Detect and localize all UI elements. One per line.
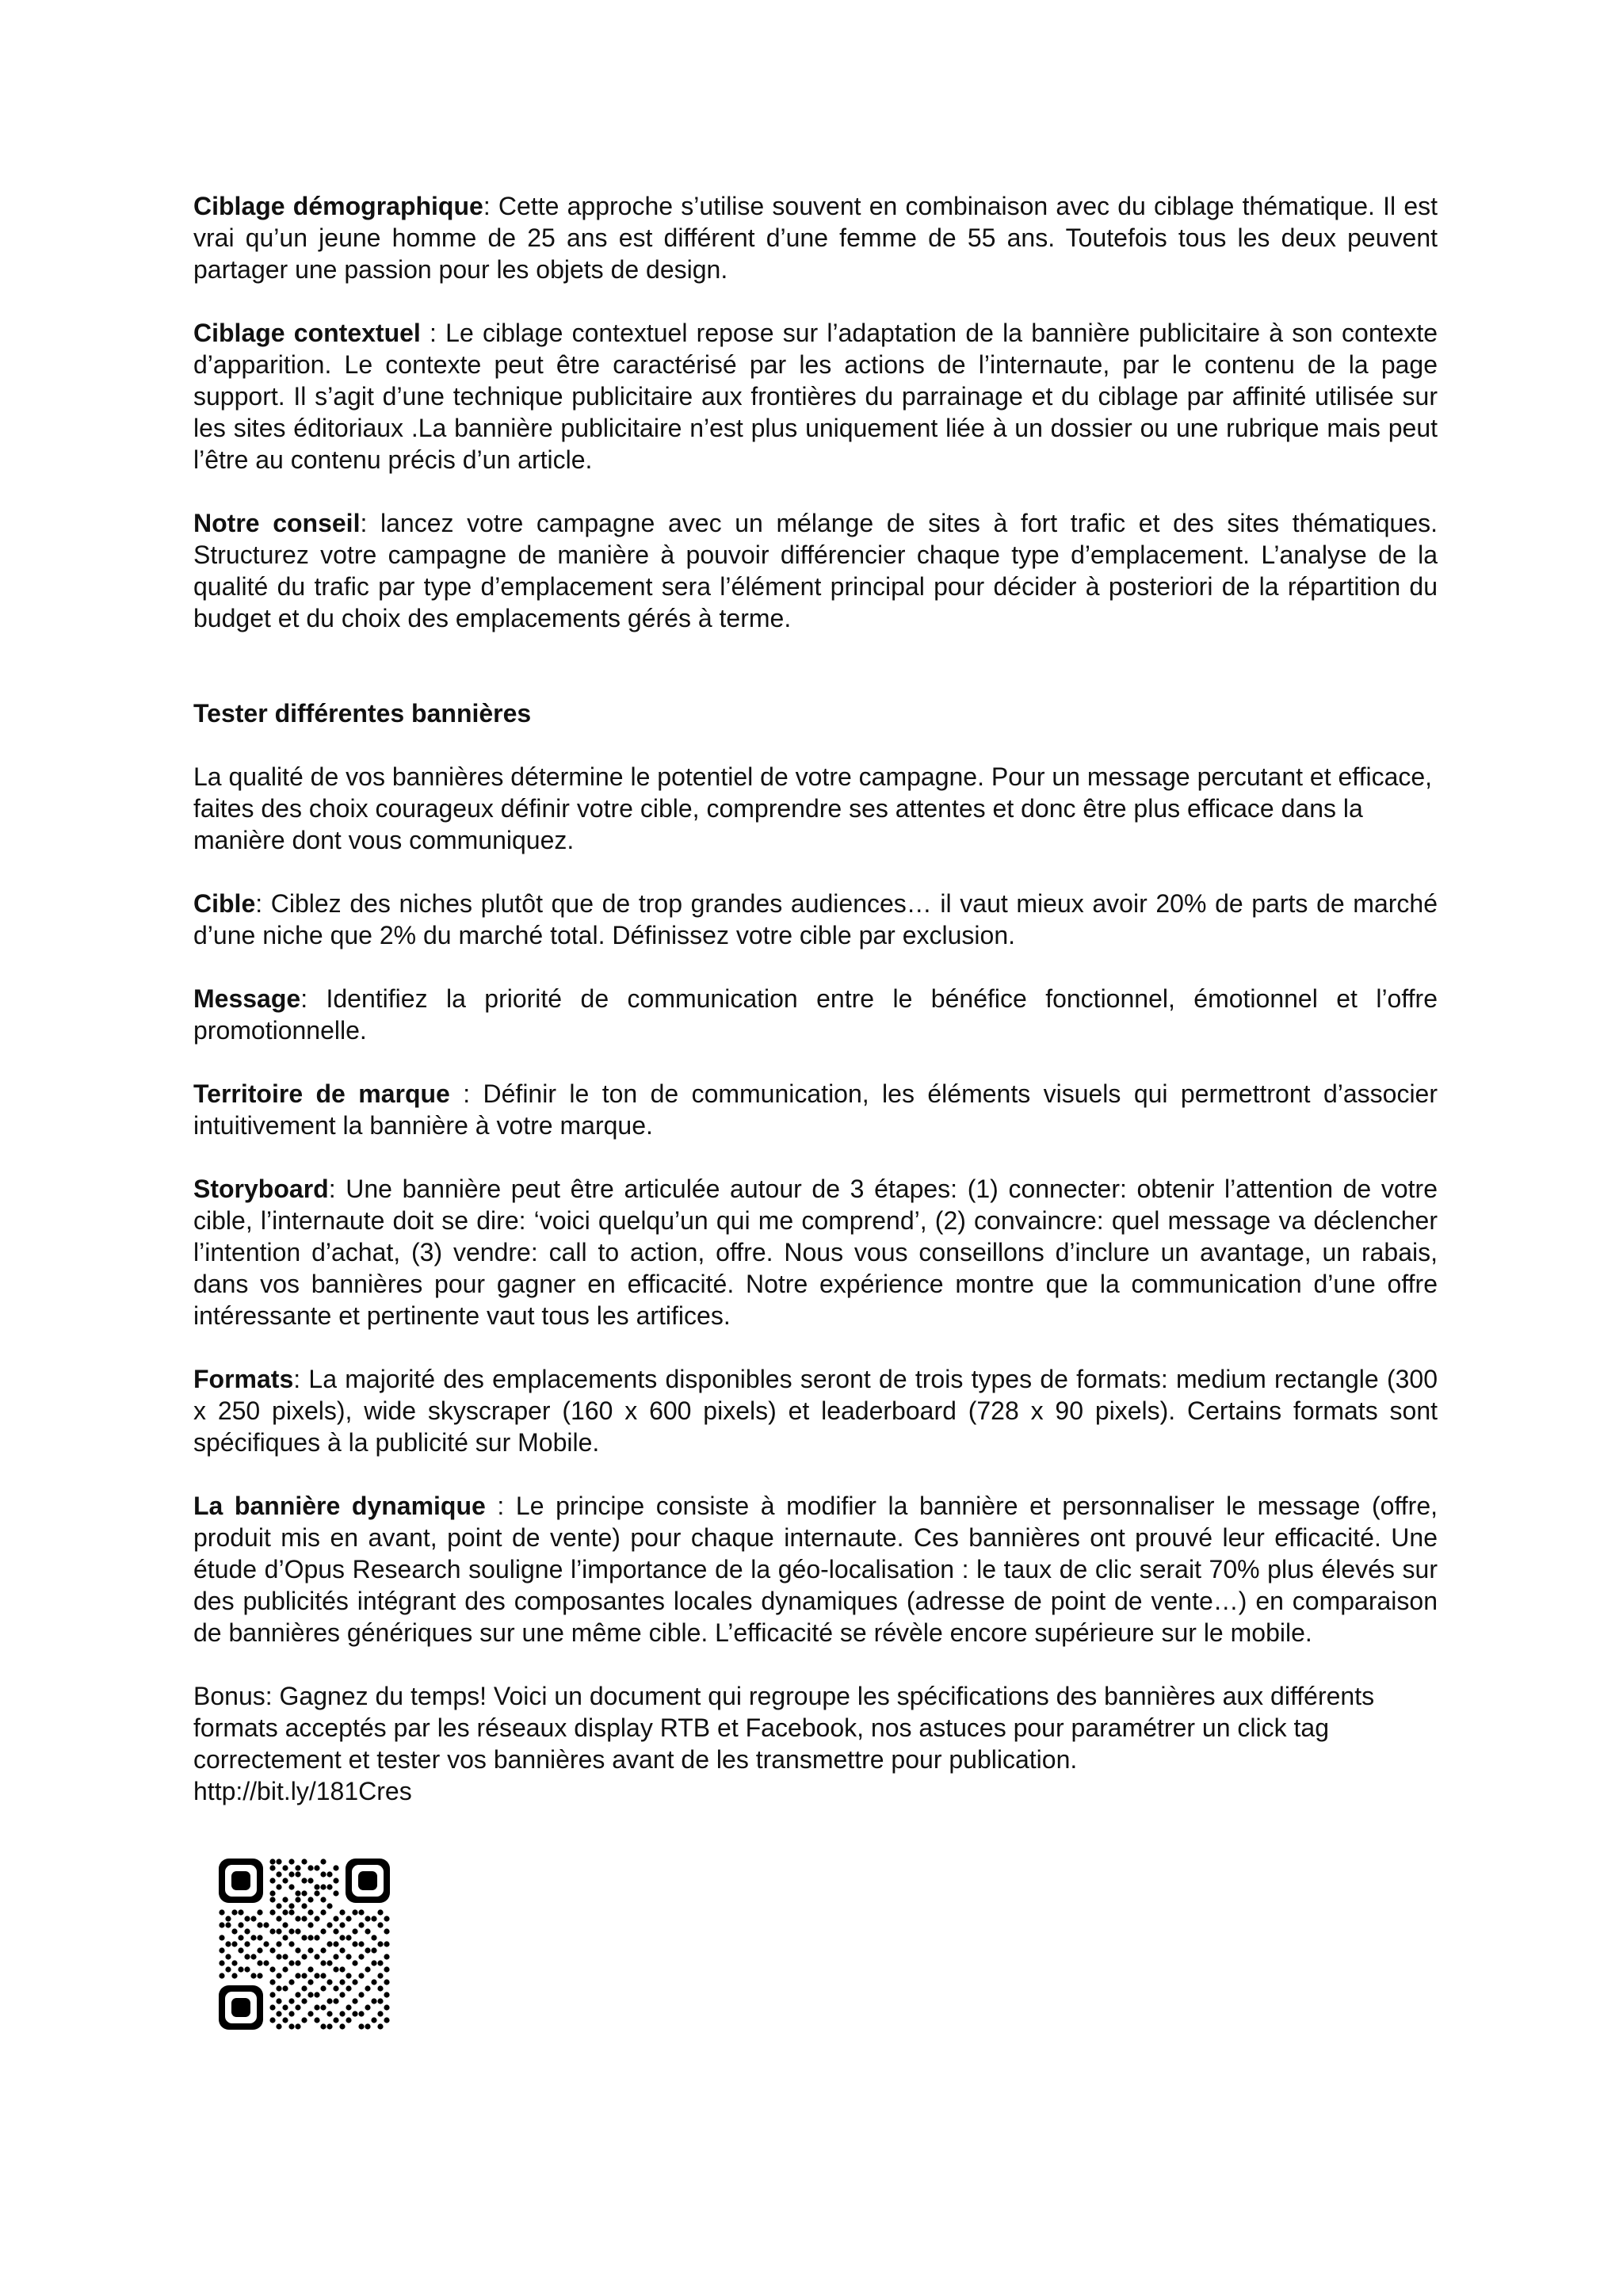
section-heading: Tester différentes bannières bbox=[193, 699, 532, 728]
paragraph-cible bbox=[193, 888, 1438, 951]
term-label: Territoire de marque bbox=[193, 1079, 450, 1108]
paragraph-ciblage-demographique bbox=[193, 190, 1438, 285]
term-label: Formats bbox=[193, 1365, 294, 1393]
term-label: Storyboard bbox=[193, 1175, 329, 1203]
term-label: Notre conseil bbox=[193, 509, 361, 537]
term-label: Cible bbox=[193, 889, 256, 918]
bonus-paragraph: Bonus: Gagnez du temps! Voici un document qui regroupe les spécifications des bannières aux différents formats acceptés par les réseaux display RTB et Facebook, nos astuces pour paramétrer un click tag correctement et tester vos bannières avant de les transmettre pour publication. bbox=[193, 1682, 1375, 1774]
paragraph-text: : Identifiez la priorité de communication entre le bénéfice fonctionnel, émotionnel et l’offre promotionnelle. bbox=[193, 984, 1438, 1045]
paragraph-text: : La majorité des emplacements disponibles seront de trois types de formats: medium rectangle (300 x 250 pixels), wide skyscraper (160 x 600 pixels) et leaderboard (728 x 90 pixels). Certains formats sont spécifiques à la publicité sur Mobile. bbox=[193, 1365, 1438, 1457]
paragraph-text: : Définir le ton de communication, les éléments visuels qui permettront d’associer intuitivement la bannière à votre marque. bbox=[193, 1079, 1438, 1140]
document-page bbox=[193, 190, 1438, 1807]
paragraph-intro: La qualité de vos bannières détermine le potentiel de votre campagne. Pour un message percutant et efficace, faites des choix courageux définir votre cible, comprendre ses attentes et donc être plus efficace dans la manière dont vous communiquez. bbox=[193, 762, 1433, 854]
paragraph-territoire-de-marque bbox=[193, 1078, 1438, 1141]
paragraph-ciblage-contextuel bbox=[193, 317, 1438, 476]
term-label: Ciblage contextuel bbox=[193, 319, 421, 347]
paragraph-notre-conseil bbox=[193, 507, 1438, 634]
paragraph-storyboard bbox=[193, 1173, 1438, 1331]
qr-finder-top-left bbox=[219, 1859, 263, 1903]
paragraph-message bbox=[193, 983, 1438, 1046]
term-label: Message bbox=[193, 984, 301, 1013]
paragraph-text: : Ciblez des niches plutôt que de trop grandes audiences… il vaut mieux avoir 20% de parts de marché d’une niche que 2% du marché total. Définissez votre cible par exclusion. bbox=[193, 889, 1438, 949]
paragraph-text: : Le ciblage contextuel repose sur l’adaptation de la bannière publicitaire à son contexte d’apparition. Le contexte peut être caractérisé par les actions de l’internaute, par le contenu de la page support. Il s’agit d’une technique publicitaire aux frontières du parrainage et du ciblage par affinité utilisée sur les sites éditoriaux .La bannière publicitaire n’est plus uniquement liée à un dossier ou une rubrique mais peut l’être au contenu précis d’un article. bbox=[193, 319, 1438, 474]
qr-finder-top-right bbox=[346, 1859, 390, 1903]
paragraph-text: : Une bannière peut être articulée autour de 3 étapes: (1) connecter: obtenir l’attention de votre cible, l’internaute doit se dire: ‘voici quelqu’un qui me comprend’, (2) convaincre: quel message va déclencher l’intention d’achat, (3) vendre: call to action, offre. Nous vous conseillons d’inclure un avantage, un rabais, dans vos bannières pour gagner en efficacité. Notre expérience montre que la communication d’une offre intéressante et pertinente vaut tous les artifices. bbox=[193, 1175, 1438, 1330]
term-label: Ciblage démographique bbox=[193, 192, 483, 220]
paragraph-text: : lancez votre campagne avec un mélange de sites à fort trafic et des sites thématiques. Structurez votre campagne de manière à pouvoir différencier chaque type d’emplacement. L’analyse de la qualité du trafic par type d’emplacement sera l’élément principal pour décider à posteriori de la répartition du budget et du choix des emplacements gérés à terme. bbox=[193, 509, 1438, 632]
paragraph-formats bbox=[193, 1363, 1438, 1458]
paragraph-text: : Le principe consiste à modifier la bannière et personnaliser le message (offre, produit mis en avant, point de vente) pour chaque internaute. Ces bannières ont prouvé leur efficacité. Une étude d’Opus Research souligne l’importance de la géo-localisation : le taux de clic serait 70% plus élevés sur des publicités intégrant des composantes locales dynamiques (adresse de point de vente…) en comparaison de bannières génériques sur une même cible. L’efficacité se révèle encore supérieure sur le mobile. bbox=[193, 1492, 1438, 1647]
qr-finder-bottom-left bbox=[219, 1985, 263, 2030]
paragraph-text: : Cette approche s’utilise souvent en combinaison avec du ciblage thématique. Il est vrai qu’un jeune homme de 25 ans est différent d’une femme de 55 ans. Toutefois tous les deux peuvent partager une passion pour les objets de design. bbox=[193, 192, 1438, 284]
term-label: La bannière dynamique bbox=[193, 1492, 486, 1520]
paragraph-banniere-dynamique bbox=[193, 1490, 1438, 1648]
bonus-link[interactable]: http://bit.ly/181Cres bbox=[193, 1777, 412, 1805]
qr-code-icon[interactable] bbox=[219, 1859, 390, 2030]
